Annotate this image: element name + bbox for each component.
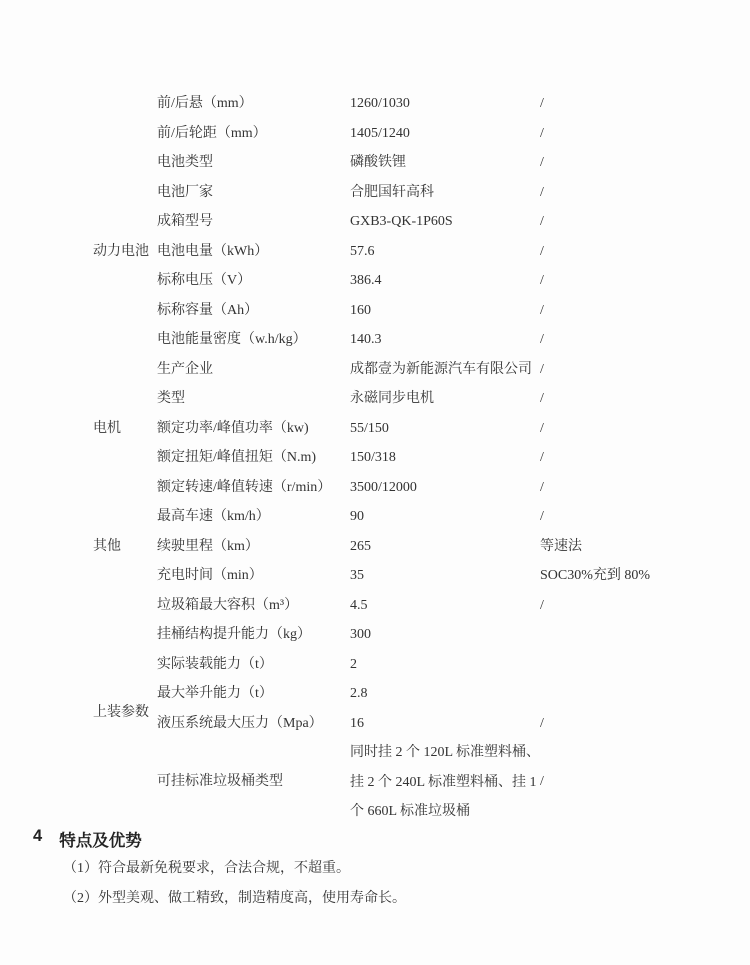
spec-note: / xyxy=(540,243,544,259)
spec-parameter-label: 类型 xyxy=(157,391,185,406)
spec-value: 265 xyxy=(350,538,371,554)
spec-value-line: 同时挂 2 个 120L 标准塑料桶、 xyxy=(350,745,541,760)
spec-parameter-label: 生产企业 xyxy=(157,361,213,377)
table-row xyxy=(0,591,750,621)
spec-note: / xyxy=(540,509,544,524)
spec-value: GXB3-QK-1P60S xyxy=(350,214,453,229)
spec-parameter-label: 额定扭矩/峰值扭矩（N.m) xyxy=(157,450,317,465)
spec-parameter-label: 电池电量（kWh） xyxy=(157,243,269,259)
spec-note: / xyxy=(540,125,544,141)
spec-value: 90 xyxy=(350,509,364,524)
table-row xyxy=(0,443,750,473)
spec-category-label: 电机 xyxy=(93,420,121,436)
table-row xyxy=(0,207,750,237)
spec-parameter-label: 充电时间（min） xyxy=(157,568,263,583)
spec-value: 1260/1030 xyxy=(350,96,410,111)
spec-value: 2.8 xyxy=(350,686,368,701)
spec-note: / xyxy=(540,479,544,495)
spec-parameter-label: 垃圾箱最大容积（m³） xyxy=(157,597,299,613)
table-row xyxy=(0,384,750,414)
spec-note: / xyxy=(540,96,544,111)
spec-value: 57.6 xyxy=(350,243,375,259)
spec-note: SOC30%充到 80% xyxy=(540,568,651,583)
spec-value-line: 挂 2 个 240L 标准塑料桶、挂 1 xyxy=(350,774,537,790)
spec-value-multiline xyxy=(350,738,540,827)
table-row xyxy=(0,473,750,503)
features-heading xyxy=(33,827,142,851)
spec-value: 140.3 xyxy=(350,332,382,347)
table-row xyxy=(0,532,750,562)
spec-parameter-label: 液压系统最大压力（Mpa） xyxy=(157,715,323,731)
spec-parameter-label: 标称电压（V） xyxy=(157,273,252,288)
spec-value: 3500/12000 xyxy=(350,479,417,495)
spec-note: / xyxy=(540,774,544,789)
spec-value: 永磁同步电机 xyxy=(350,391,434,406)
spec-note: / xyxy=(540,214,544,229)
spec-parameter-label: 续驶里程（km） xyxy=(157,538,259,554)
spec-parameter-label: 实际装载能力（t） xyxy=(157,656,273,672)
table-row xyxy=(0,620,750,650)
spec-category-label: 上装参数 xyxy=(93,704,149,720)
table-row xyxy=(0,119,750,149)
spec-note: / xyxy=(540,302,544,318)
features-list xyxy=(63,854,406,914)
table-row xyxy=(0,355,750,385)
spec-value: 55/150 xyxy=(350,420,389,436)
spec-value-line: 个 660L 标准垃圾桶 xyxy=(350,804,471,819)
spec-note: 等速法 xyxy=(540,538,582,554)
spec-parameter-label: 电池能量密度（w.h/kg） xyxy=(157,332,307,347)
table-row xyxy=(0,237,750,267)
spec-parameter-label: 最高车速（km/h） xyxy=(157,509,270,524)
spec-parameter-label: 最大举升能力（t） xyxy=(157,686,273,701)
spec-value: 4.5 xyxy=(350,597,368,613)
table-row xyxy=(0,561,750,591)
table-row xyxy=(0,325,750,355)
spec-parameter-label: 额定转速/峰值转速（r/min） xyxy=(157,479,332,495)
features-heading-number: 4 xyxy=(33,827,43,845)
spec-parameter-label: 电池类型 xyxy=(157,155,213,170)
spec-value: 386.4 xyxy=(350,273,382,288)
spec-value: 合肥国轩高科 xyxy=(350,184,434,200)
spec-parameter-label: 前/后悬（mm） xyxy=(157,96,253,111)
features-heading-title: 特点及优势 xyxy=(59,832,142,850)
table-row xyxy=(0,178,750,208)
spec-note: / xyxy=(540,420,544,436)
spec-value: 2 xyxy=(350,656,357,672)
spec-value: 16 xyxy=(350,715,364,731)
spec-parameter-label: 成箱型号 xyxy=(157,214,213,229)
feature-item: （1）符合最新免税要求，合法合规，不超重。 xyxy=(63,861,350,876)
table-row xyxy=(0,738,750,827)
spec-note: / xyxy=(540,184,544,200)
spec-value: 150/318 xyxy=(350,450,396,465)
table-row xyxy=(0,704,750,739)
spec-value: 160 xyxy=(350,302,371,318)
spec-value: 1405/1240 xyxy=(350,125,410,141)
table-row xyxy=(0,266,750,296)
table-row xyxy=(0,89,750,119)
spec-parameter-label: 前/后轮距（mm） xyxy=(157,125,267,141)
spec-note: / xyxy=(540,361,544,377)
spec-value: 磷酸铁锂 xyxy=(350,155,406,170)
spec-note: / xyxy=(540,391,544,406)
table-row xyxy=(0,414,750,444)
feature-item: （2）外型美观、做工精致，制造精度高，使用寿命长。 xyxy=(63,891,406,906)
spec-category-label: 其他 xyxy=(93,538,121,554)
spec-note: / xyxy=(540,273,544,288)
spec-parameter-label: 标称容量（Ah） xyxy=(157,302,259,318)
spec-category-label: 动力电池 xyxy=(93,243,149,259)
spec-note: / xyxy=(540,715,544,731)
spec-table xyxy=(0,89,750,827)
spec-note: / xyxy=(540,155,544,170)
spec-note: / xyxy=(540,597,544,613)
spec-note: / xyxy=(540,332,544,347)
spec-parameter-label: 额定功率/峰值功率（kw) xyxy=(157,420,309,436)
spec-parameter-label: 电池厂家 xyxy=(157,184,213,200)
spec-value: 成都壹为新能源汽车有限公司 xyxy=(350,361,532,377)
table-row xyxy=(0,296,750,326)
table-row xyxy=(0,148,750,178)
table-row xyxy=(0,650,750,680)
table-row xyxy=(0,502,750,532)
spec-note: / xyxy=(540,450,544,465)
spec-value: 300 xyxy=(350,627,371,642)
spec-parameter-label: 挂桶结构提升能力（kg） xyxy=(157,627,311,642)
spec-value: 35 xyxy=(350,568,364,583)
spec-parameter-label: 可挂标准垃圾桶类型 xyxy=(157,774,283,789)
